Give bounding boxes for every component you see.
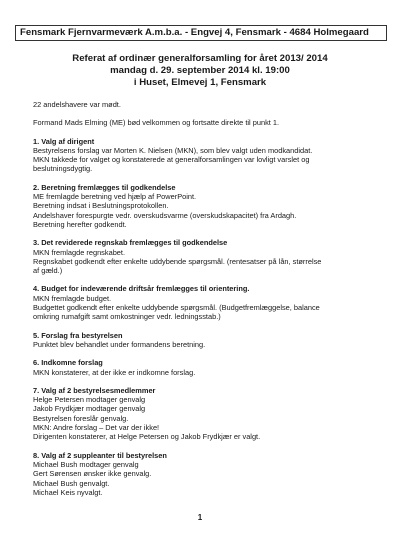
welcome-text: Formand Mads Elming (ME) bød velkommen og fortsatte direkte til punkt 1.: [33, 118, 280, 128]
agenda-item-line: Regnskabet godkendt efter enkelte uddybende spørgsmål. (rentesatser på lån, størrelse: [33, 256, 322, 266]
agenda-item-line: MKN fremlagde regnskabet.: [33, 247, 126, 257]
agenda-item-line: MKN takkede for valget og konstaterede at generalforsamlingen var lovligt varslet og: [33, 155, 310, 165]
agenda-item-8: [33, 451, 378, 497]
agenda-item-line: MKN fremlagde budget.: [33, 293, 112, 303]
title-line-3: i Huset, Elmevej 1, Fensmark: [133, 77, 267, 88]
agenda-item-line: Budgettet godkendt efter enkelte uddybende spørgsmål. (Budgetfremlæggelse, balance: [33, 303, 320, 313]
agenda-item-line: Gert Sørensen ønsker ikke genvalg.: [33, 469, 152, 479]
agenda-item-title: 2. Beretning fremlægges til godkendelse: [33, 182, 176, 192]
agenda-item-4: [33, 284, 378, 321]
agenda-item-line: MKN: Andre forslag – Det var der ikke!: [33, 423, 160, 433]
agenda-item-title: 4. Budget for indeværende driftsår fremlægges til orientering.: [33, 284, 250, 294]
agenda-item-1: [33, 137, 378, 174]
agenda-item-line: Jakob Frydkjær modtager genvalg: [33, 404, 146, 414]
agenda-item-7: [33, 386, 378, 442]
organization-header-text: Fensmark Fjernvarmeværk A.m.b.a. - Engvej 4, Fensmark - 4684 Holmegaard: [20, 27, 369, 38]
agenda-item-line: Dirigenten konstaterer, at Helge Petersen og Jakob Frydkjær er valgt.: [33, 432, 261, 442]
agenda-item-3: [33, 238, 378, 275]
agenda-item-title: 1. Valg af dirigent: [33, 136, 95, 146]
agenda-item-line: Bestyrelsens forslag var Morten K. Nielsen (MKN), som blev valgt uden modkandidat.: [33, 145, 313, 155]
agenda-item-line: Beretning herefter godkendt.: [33, 219, 127, 229]
agenda-item-line: MKN konstaterer, at der ikke er indkomne forslag.: [33, 367, 196, 377]
agenda-item-line: Michael Bush genvalgt.: [33, 478, 110, 488]
agenda-item-line: Michael Keis nyvalgt.: [33, 487, 103, 497]
agenda-item-line: Bestyrelsen foreslår genvalg.: [33, 413, 129, 423]
agenda-item-line: af gæld.): [33, 266, 63, 276]
minutes-body: [33, 100, 378, 497]
agenda-item-5: [33, 331, 378, 350]
agenda-item-title: 7. Valg af 2 bestyrelsesmedlemmer: [33, 385, 156, 395]
agenda-item-line: ME fremlagde beretning ved hjælp af PowerPoint.: [33, 192, 197, 202]
agenda-item-2: [33, 183, 378, 229]
agenda-item-line: Michael Bush modtager genvalg: [33, 459, 139, 469]
title-line-2: mandag d. 29. september 2014 kl. 19:00: [110, 65, 290, 76]
agenda-item-line: Punktet blev behandlet under formandens beretning.: [33, 339, 206, 349]
document-title: [0, 53, 400, 89]
organization-header: [15, 25, 387, 41]
agenda-item-line: Beretning indsat i Beslutningsprotokollen.: [33, 201, 169, 211]
agenda-item-title: 8. Valg af 2 suppleanter til bestyrelsen: [33, 450, 167, 460]
agenda-item-title: 3. Det reviderede regnskab fremlægges til godkendelse: [33, 238, 228, 248]
page-number: 1: [197, 513, 203, 522]
agenda-item-title: 5. Forslag fra bestyrelsen: [33, 330, 123, 340]
agenda-item-title: 6. Indkomne forslag: [33, 358, 103, 368]
attendance-text: 22 andelshavere var mødt.: [33, 100, 121, 109]
agenda-item-line: Helge Petersen modtager genvalg: [33, 395, 146, 405]
agenda-item-6: [33, 358, 378, 377]
agenda-item-line: beslutningsdygtig.: [33, 164, 93, 174]
agenda-item-line: omkring rumafgift samt omkostninger vedr. ledningsstab.): [33, 312, 221, 322]
title-line-1: Referat af ordinær generalforsamling for året 2013/ 2014: [72, 53, 328, 64]
agenda-item-line: Andelshaver forespurgte vedr. overskudsvarme (overskudskapacitet) fra Ardagh.: [33, 210, 297, 220]
